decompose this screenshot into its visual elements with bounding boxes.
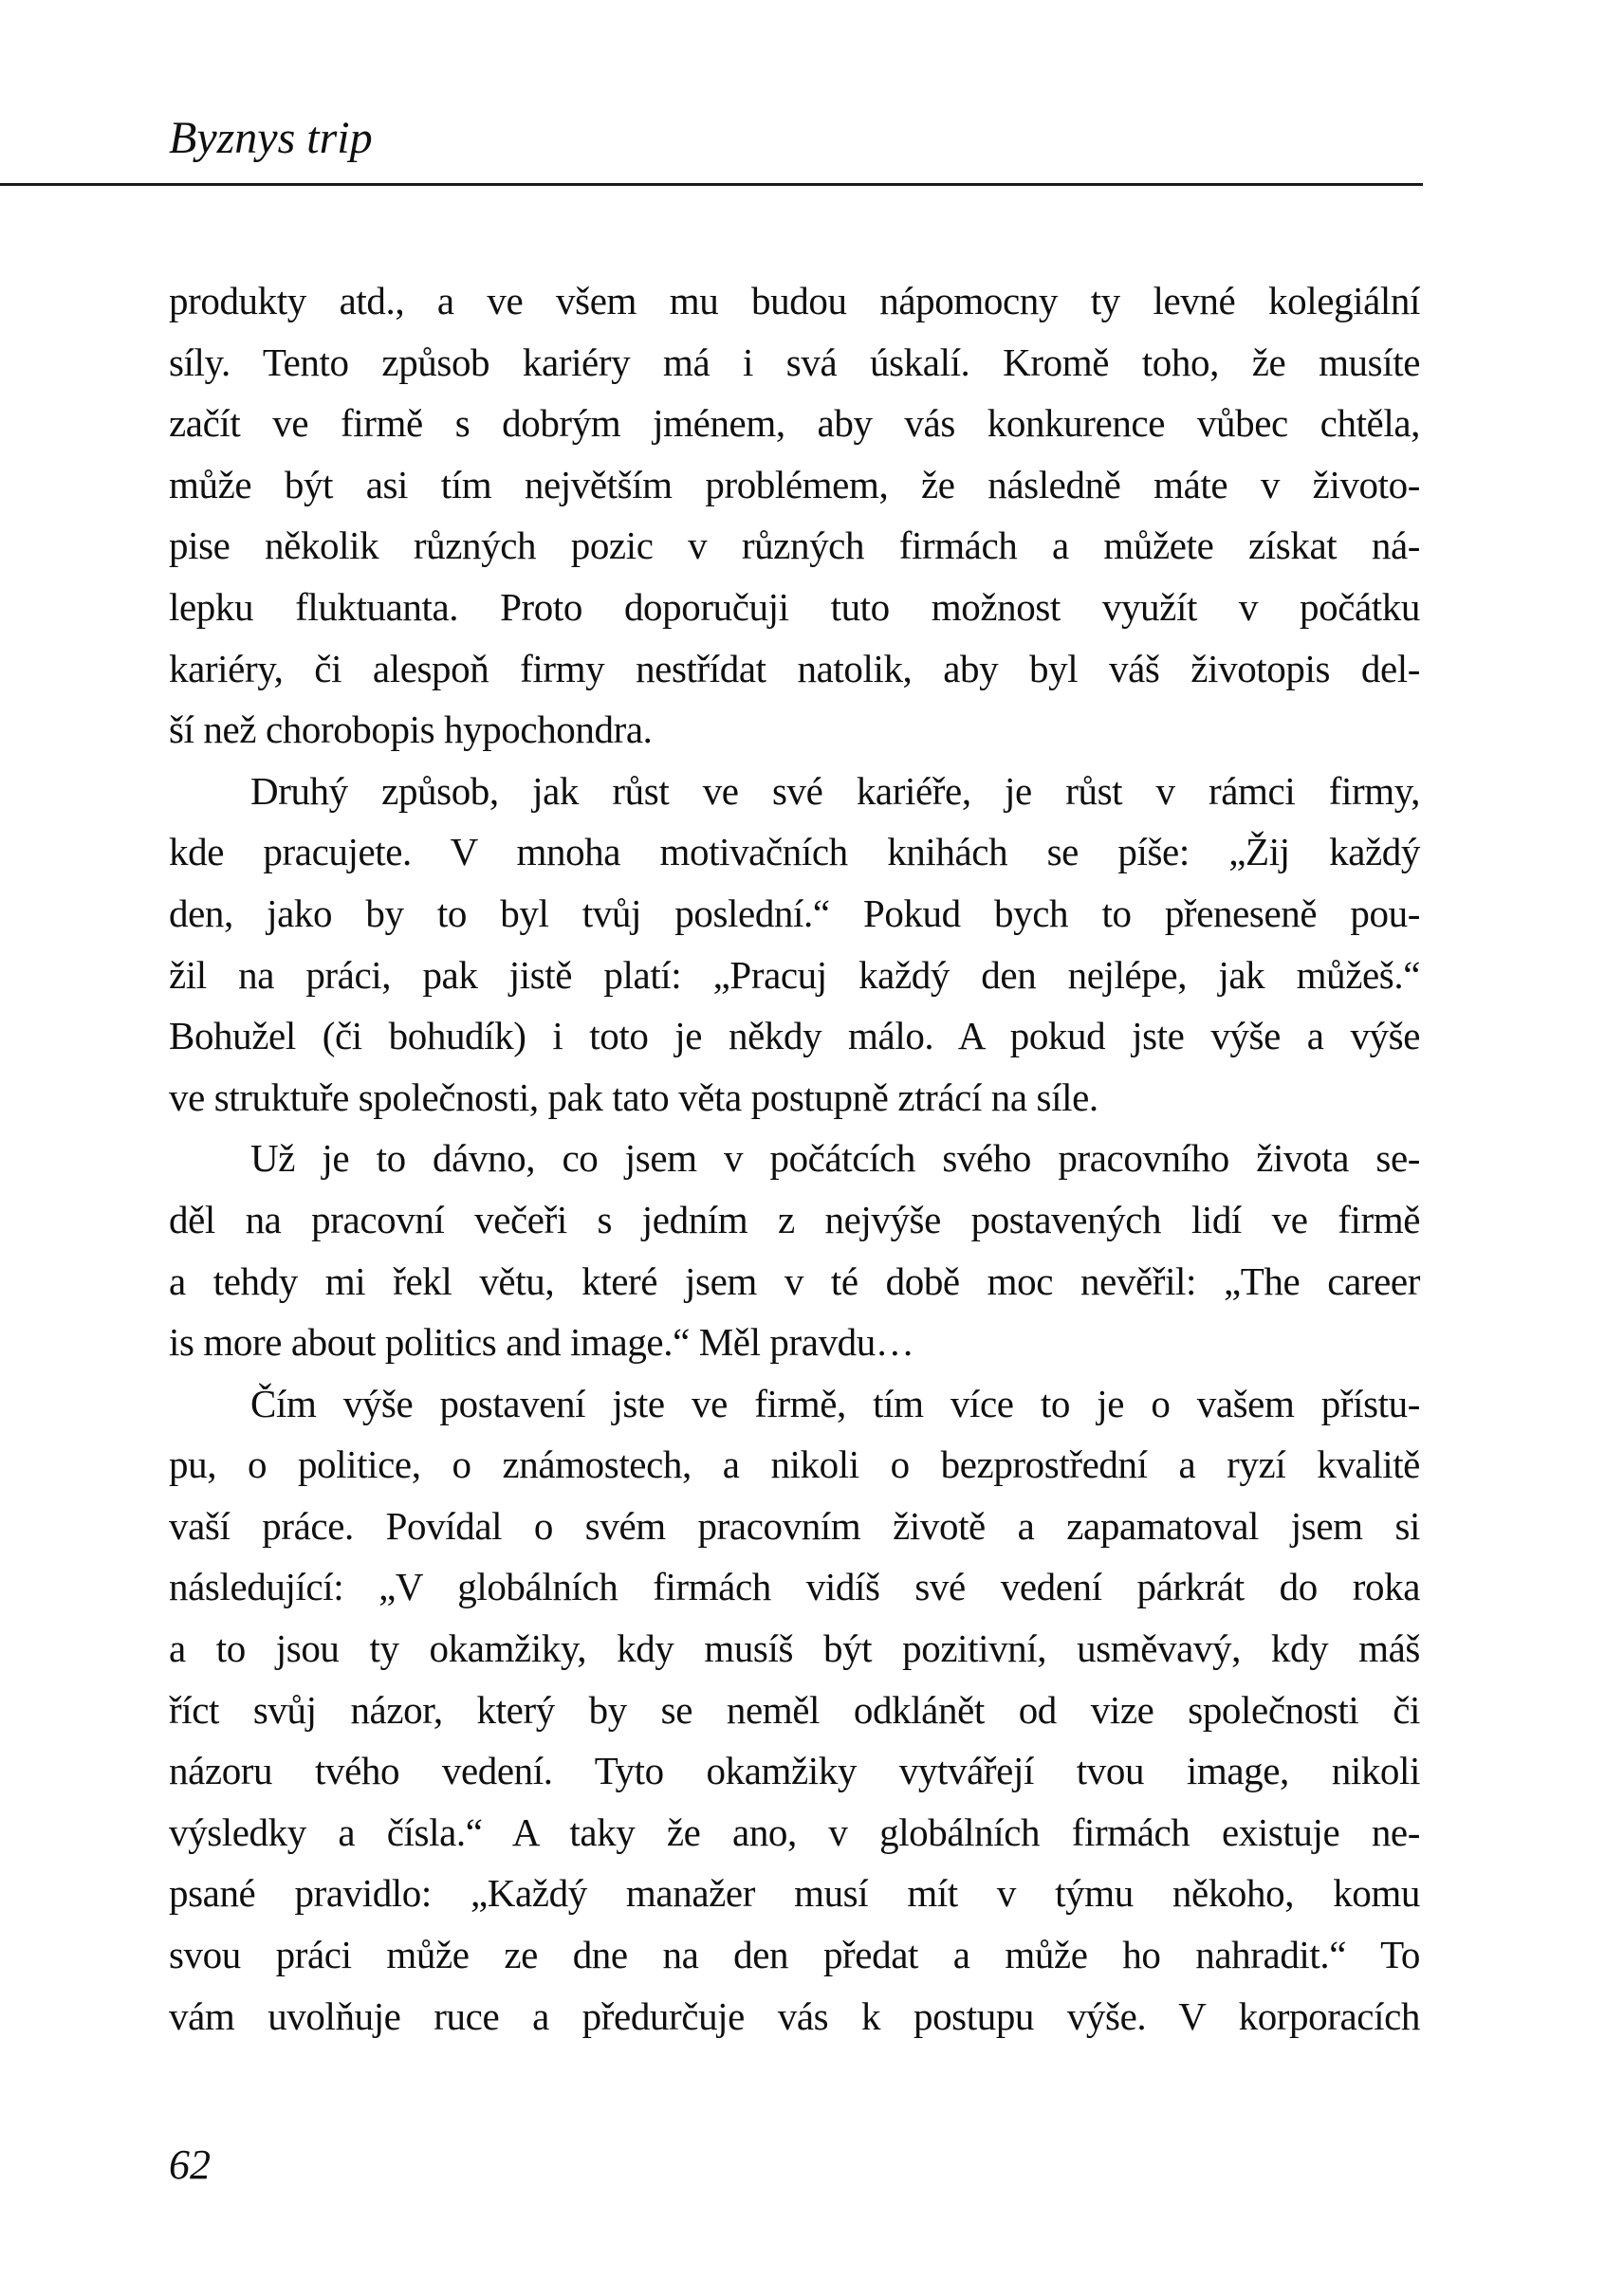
- text-line: pise několik různých pozic v různých firmách a můžete získat ná-: [169, 523, 1420, 568]
- text-line: Čím výše postavení jste ve firmě, tím více to je o vašem přístu-: [250, 1381, 1420, 1425]
- text-line: a to jsou ty okamžiky, kdy musíš být pozitivní, usměvavý, kdy máš: [169, 1626, 1420, 1671]
- text-line: říct svůj názor, který by se neměl odklánět od vize společnosti či: [169, 1687, 1420, 1732]
- text-line: Bohužel (či bohudík) i toto je někdy málo. A pokud jste výše a výše: [169, 1014, 1420, 1058]
- text-line: názoru tvého vedení. Tyto okamžiky vytvářejí tvou image, nikoli: [169, 1749, 1420, 1793]
- body-text: [169, 270, 1420, 2047]
- text-line: kde pracujete. V mnoha motivačních knihách se píše: „Žij každý: [169, 830, 1420, 874]
- text-line: děl na pracovní večeři s jedním z nejvýše postavených lidí ve firmě: [169, 1197, 1420, 1241]
- text-line: ší než chorobopis hypochondra.: [169, 707, 653, 752]
- text-line: vám uvolňuje ruce a předurčuje vás k postupu výše. V korporacích: [169, 1993, 1420, 2038]
- text-line: ve struktuře společnosti, pak tato věta postupně ztrácí na síle.: [169, 1075, 1098, 1119]
- text-line: Druhý způsob, jak růst ve své kariéře, je růst v rámci firmy,: [250, 768, 1420, 813]
- text-line: svou práci může ze dne na den předat a může ho nahradit.“ To: [169, 1933, 1420, 1977]
- text-line: kariéry, či alespoň firmy nestřídat natolik, aby byl váš životopis del-: [169, 646, 1420, 690]
- text-line: den, jako by to byl tvůj poslední.“ Pokud bych to přeneseně pou-: [169, 891, 1420, 935]
- text-line: síly. Tento způsob kariéry má i svá úskalí. Kromě toho, že musíte: [169, 340, 1420, 384]
- text-line: pu, o politice, o známostech, a nikoli o bezprostřední a ryzí kvalitě: [169, 1442, 1420, 1487]
- text-line: is more about politics and image.“ Měl pravdu…: [169, 1320, 914, 1365]
- running-header: Byznys trip: [169, 113, 373, 163]
- text-line: může být asi tím největším problémem, že následně máte v životo-: [169, 462, 1420, 506]
- text-line: výsledky a čísla.“ A taky že ano, v globálních firmách existuje ne-: [169, 1809, 1420, 1854]
- text-line: produkty atd., a ve všem mu budou nápomocny ty levné kolegiální: [169, 279, 1420, 322]
- text-line: Už je to dávno, co jsem v počátcích svého pracovního života se-: [250, 1136, 1420, 1181]
- text-line: psané pravidlo: „Každý manažer musí mít v týmu někoho, komu: [169, 1871, 1420, 1916]
- page-number: 62: [169, 2141, 211, 2188]
- header-rule-divider: [0, 183, 1423, 186]
- text-line: a tehdy mi řekl větu, které jsem v té době moc nevěřil: „The career: [169, 1258, 1420, 1303]
- text-line: vaší práce. Povídal o svém pracovním životě a zapamatoval jsem si: [169, 1503, 1420, 1548]
- text-line: žil na práci, pak jistě platí: „Pracuj každý den nejlépe, jak můžeš.“: [169, 952, 1420, 997]
- text-line: začít ve firmě s dobrým jménem, aby vás konkurence vůbec chtěla,: [169, 401, 1420, 446]
- text-line: lepku fluktuanta. Proto doporučuji tuto možnost využít v počátku: [169, 584, 1420, 629]
- text-line: následující: „V globálních firmách vidíš své vedení párkrát do roka: [169, 1565, 1420, 1609]
